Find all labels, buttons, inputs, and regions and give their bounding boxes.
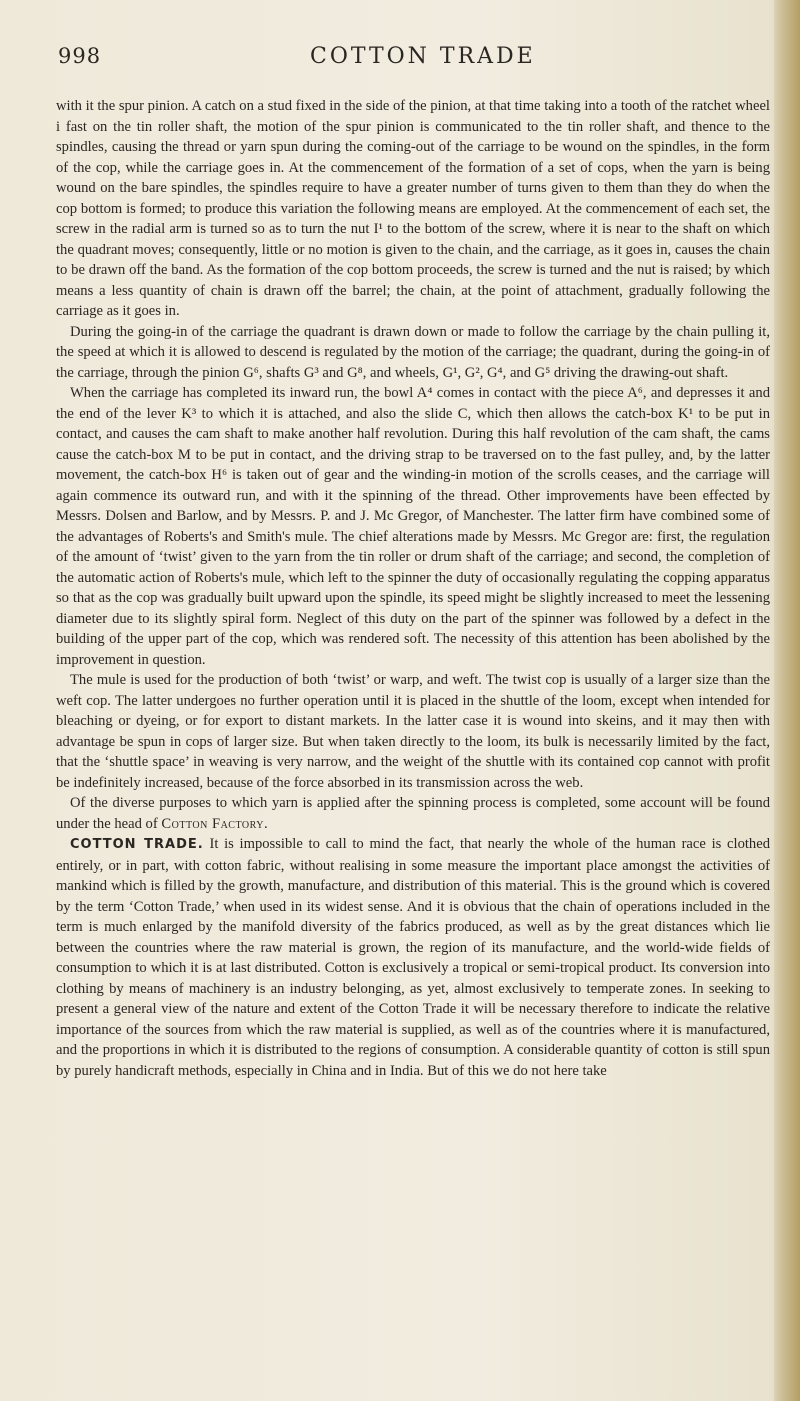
page-edge xyxy=(774,0,800,1401)
body-text xyxy=(56,96,770,1081)
page-header xyxy=(0,44,780,84)
entry-paragraph xyxy=(56,834,770,1081)
see-also-reference: Cotton Factory. xyxy=(161,815,269,832)
paragraph-2: During the going-in of the carriage the quadrant is drawn down or made to follow the carriage by the chain pulling it, the speed at which it is allowed to descend is regulated by the motion of the carriage; the quadrant, during the going-in of the carriage, through the pinion G⁶, shafts G³ and G⁸, and wheels, G¹, G², G⁴, and G⁵ driving the drawing-out shaft. xyxy=(56,323,770,381)
paragraph-4: The mule is used for the production of both ‘twist’ or warp, and weft. The twist cop is usually of a larger size than the weft cop. The latter undergoes no further operation until it is placed in the shuttle of the loom, except when intended for bleaching or dyeing, or for export to distant markets. In the latter case it is wound into skeins, and it may then with advantage be spun in cops of larger size. But when taken directly to the loom, its bulk is necessarily limited by the fact, that the ‘shuttle space’ in weaving is very narrow, and the weight of the shuttle with its contained cop cannot with profit be indefinitely increased, because of the force absorbed in its transmission across the web. xyxy=(56,672,770,791)
see-also-lead: Of the diverse purposes to which yarn is applied after the spinning process is completed, some account will be found under the head of xyxy=(56,795,770,832)
page-number: 998 xyxy=(58,44,102,68)
paragraph-1: with it the spur pinion. A catch on a stud fixed in the side of the pinion, at that time taking into a tooth of the ratchet wheel i fast on the tin roller shaft, the motion of the spur pinion is communicated to the tin roller shaft, and thence to the spindles, causing the thread or yarn spun during the coming-out of the carriage to be wound on the spindles, in the form of the cop, while the carriage goes in. At the commencement of the formation of a set of cops, when the yarn is being wound on the bare spindles, the spindles require to have a greater number of turns given to them than they do when the cop bottom is formed; to produce this variation the following means are employed. At the commencement of each set, the screw in the radial arm is turned so as to turn the nut I¹ to the bottom of the screw, where it is near to the shaft on which the quadrant moves; consequently, little or no motion is given to the chain, and the carriage, as it goes in, causes the chain to be drawn off the band. As the formation of the cop bottom proceeds, the screw is turned and the nut is raised; by which means a less quantity of chain is drawn off the barrel; the chain, at the point of attachment, gradually following the carriage as it goes in. xyxy=(56,98,770,319)
entry-text: It is impossible to call to mind the fact, that nearly the whole of the human race is clothed entirely, or in part, with cotton fabric, without realising in some measure the important place amongst the activities of mankind which is filled by the growth, manufacture, and distribution of this material. This is the ground which is covered by the term ‘Cotton Trade,’ when used in its widest sense. And it is obvious that the chain of operations included in the term is much enlarged by the manifold diversity of the fabrics produced, as well as by the great distances which lie between the countries where the raw material is grown, the region of its manufacture, and the world-wide fields of consumption to which it is at last distributed. Cotton is exclusively a tropical or semi-tropical product. Its conversion into clothing by means of machinery is an industry belonging, as yet, almost exclusively to temperate zones. In seeking to present a general view of the nature and extent of the Cotton Trade it will be necessary therefore to indicate the relative importance of the sources from which the raw material is supplied, as well as of the countries where it is manufactured, and the proportions in which it is distributed to the regions of consumption. A considerable quantity of cotton is still spun by purely handicraft methods, especially in China and in India. But of this we do not here take xyxy=(56,836,771,1079)
paragraph-3: When the carriage has completed its inward run, the bowl A⁴ comes in contact with the piece A⁶, and depresses it and the end of the lever K³ to which it is attached, and also the slide C, which then allows the catch-box K¹ to be put in contact, and causes the cam shaft to make another half revolution. During this half revolution of the cam shaft, the cams cause the catch-box M to be put in contact, and the driving strap to be traversed on to the fast pulley, and, by the latter movement, the catch-box H⁶ is taken out of gear and the winding-in motion of the scrolls ceases, and the carriage will again commence its outward run, and with it the spinning of the thread. Other improvements have been effected by Messrs. Dolsen and Barlow, and by Messrs. P. and J. Mc Gregor, of Manchester. The latter firm have combined some of the advantages of Roberts's and Smith's mule. The chief alterations made by Messrs. Mc Gregor are: first, the regulation of the amount of ‘twist’ given to the yarn from the tin roller or drum shaft of the carriage; and second, the completion of the automatic action of Roberts's mule, which left to the spinner the duty of occasionally regulating the copping apparatus so that as the cop was gradually built upward upon the spindle, its speed might be slightly increased to meet the lessening diameter due to its slightly spiral form. Neglect of this duty on the part of the spinner was followed by a defect in the building of the upper part of the cop, which was rendered soft. The necessity of this attention has been abolished by the improvement in question. xyxy=(56,385,770,668)
running-head: COTTON TRADE xyxy=(310,44,536,69)
entry-heading: COTTON TRADE. xyxy=(70,837,204,852)
see-also-paragraph xyxy=(56,793,770,834)
